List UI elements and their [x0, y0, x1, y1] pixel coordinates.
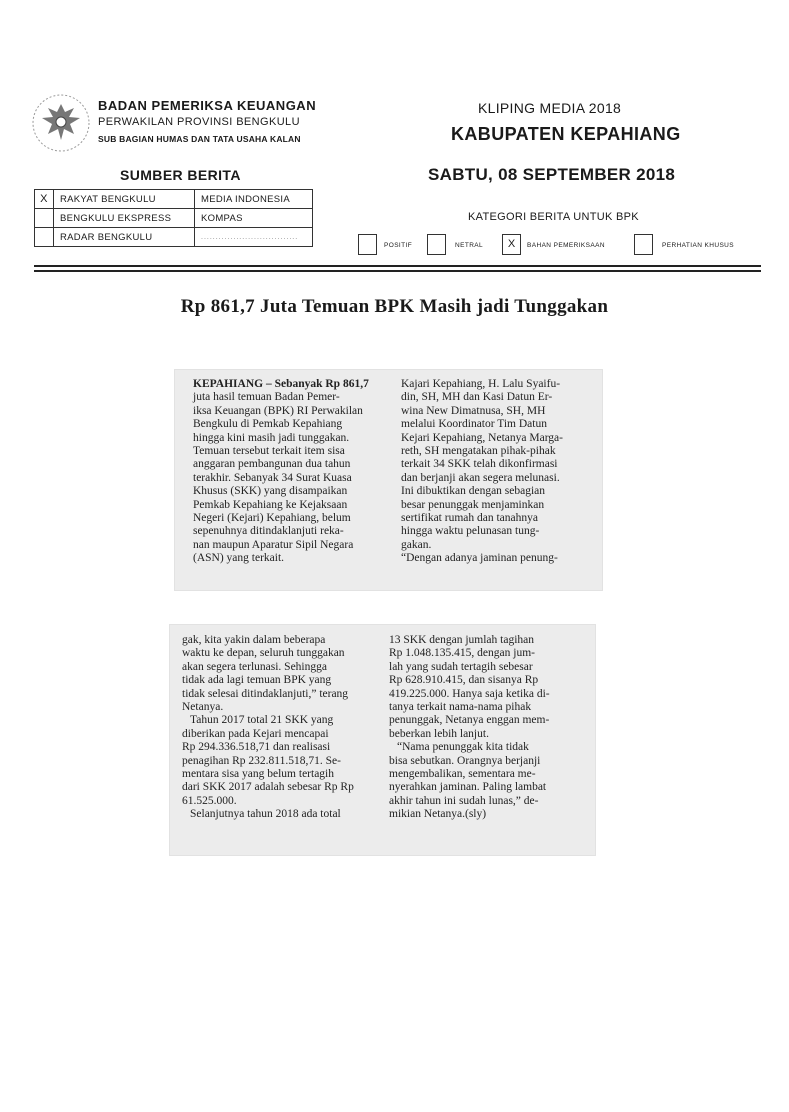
article-column	[389, 634, 589, 822]
article-column	[182, 634, 380, 822]
article-line: terakhir. Sebanyak 34 Surat Kuasa	[193, 471, 352, 484]
source-name: MEDIA INDONESIA	[195, 190, 313, 209]
kliping-title: KLIPING MEDIA 2018	[478, 100, 622, 116]
category-title: KATEGORI BERITA UNTUK BPK	[468, 211, 639, 223]
category-checkbox-positif[interactable]	[358, 234, 377, 255]
article-column	[401, 378, 597, 566]
garuda-emblem-icon	[30, 92, 92, 154]
article-line: reth, SH mengatakan pihak-pihak	[401, 445, 556, 458]
article-line: Negeri (Kejari) Kepahiang, belum	[193, 512, 351, 525]
article-line: penagihan Rp 232.811.518,71. Se-	[182, 754, 341, 767]
category-checkbox-bahan-pemeriksaan[interactable]: X	[502, 234, 521, 255]
article-line: tidak selesai ditindaklanjuti,” terang	[182, 687, 349, 700]
article-line: Pemkab Kepahiang ke Kejaksaan	[193, 498, 348, 511]
article-line: Ini dibuktikan dengan sebagian	[401, 485, 546, 498]
article-line: tanya terkait nama-nama pihak	[389, 701, 532, 714]
article-line: Netanya.	[182, 701, 224, 714]
article-line: Rp 628.910.415, dan sisanya Rp	[389, 674, 539, 687]
article-line: mengembalikan, sementara me-	[389, 768, 536, 781]
divider	[34, 270, 761, 272]
org-name: BADAN PEMERIKSA KEUANGAN	[98, 98, 317, 113]
article-line: Rp 294.336.518,71 dan realisasi	[182, 741, 331, 754]
article-line: melalui Koordinator Tim Datun	[401, 418, 547, 431]
article-line: mikian Netanya.(sly)	[389, 808, 487, 821]
source-checkbox[interactable]	[35, 209, 54, 228]
article-line: wina New Dimatnusa, SH, MH	[401, 404, 546, 417]
article-line: sepenuhnya ditindaklanjuti reka-	[193, 525, 344, 538]
article-line: 61.525.000.	[182, 794, 237, 807]
article-line: 419.225.000. Hanya saja ketika di-	[389, 687, 550, 700]
source-name: RAKYAT BENGKULU	[54, 190, 195, 209]
source-row	[35, 209, 313, 228]
article-line: dari SKK 2017 adalah sebesar Rp Rp	[182, 781, 354, 794]
article-line: “Dengan adanya jaminan penung-	[401, 552, 558, 565]
article-line: nyerahkan jaminan. Paling lambat	[389, 781, 547, 794]
date-title: SABTU, 08 SEPTEMBER 2018	[428, 165, 676, 184]
category-label: PERHATIAN KHUSUS	[662, 242, 735, 249]
article-line: Tahun 2017 total 21 SKK yang	[190, 714, 334, 727]
article-line: juta hasil temuan Badan Pemer-	[193, 391, 340, 404]
kabupaten-title: KABUPATEN KEPAHIANG	[451, 124, 681, 144]
article-line: Kajari Kepahiang, H. Lalu Syaifu-	[401, 378, 561, 390]
source-name: RADAR BENGKULU	[54, 228, 195, 247]
article-line: waktu ke depan, seluruh tunggakan	[182, 647, 345, 660]
article-line: din, SH, MH dan Kasi Datun Er-	[401, 391, 553, 404]
source-checkbox[interactable]: X	[35, 190, 54, 209]
source-checkbox[interactable]	[35, 228, 54, 247]
article-line: bisa sebutkan. Orangnya berjanji	[389, 754, 541, 767]
article-line: Rp 1.048.135.415, dengan jum-	[389, 647, 535, 660]
article-line: “Nama penunggak kita tidak	[397, 741, 529, 754]
divider	[34, 265, 761, 267]
article-line: KEPAHIANG – Sebanyak Rp 861,7	[193, 378, 369, 390]
source-name: .................................	[195, 228, 313, 247]
category-checkbox-perhatian-khusus[interactable]	[634, 234, 653, 255]
article-line: Khusus (SKK) yang disampaikan	[193, 485, 348, 498]
org-branch: PERWAKILAN PROVINSI BENGKULU	[98, 116, 300, 128]
article-line: besar penunggak menjaminkan	[401, 498, 545, 511]
article-line: gakan.	[401, 538, 432, 551]
article-line: nan maupun Aparatur Sipil Negara	[193, 538, 354, 551]
article-line: anggaran pembangunan dua tahun	[193, 458, 351, 471]
article-line: hingga waktu pelunasan tung-	[401, 525, 540, 538]
source-table	[34, 189, 313, 247]
article-column	[193, 378, 391, 566]
article-line: Selanjutnya tahun 2018 ada total	[190, 808, 341, 821]
article-line: tidak ada lagi temuan BPK yang	[182, 674, 332, 687]
category-label: NETRAL	[455, 242, 484, 249]
article-line: mentara sisa yang belum tertagih	[182, 768, 335, 781]
article-line: penunggak, Netanya enggan mem-	[389, 714, 550, 727]
article-line: sertifikat rumah dan tanahnya	[401, 512, 538, 525]
article-headline: Rp 861,7 Juta Temuan BPK Masih jadi Tunggakan	[180, 296, 609, 317]
article-line: Temuan tersebut terkait item sisa	[193, 445, 345, 458]
article-line: Bengkulu di Pemkab Kepahiang	[193, 418, 343, 431]
article-line: dan berjanji akan segera melunasi.	[401, 471, 560, 484]
source-name: BENGKULU EKSPRESS	[54, 209, 195, 228]
article-line: Kejari Kepahiang, Netanya Marga-	[401, 431, 563, 444]
article-line: beberkan lebih lanjut.	[389, 727, 489, 740]
article-line: lah yang sudah tertagih sebesar	[389, 660, 533, 673]
article-line: diberikan pada Kejari mencapai	[182, 727, 329, 740]
category-checkbox-netral[interactable]	[427, 234, 446, 255]
sumber-berita-title: SUMBER BERITA	[120, 167, 241, 183]
article-line: 13 SKK dengan jumlah tagihan	[389, 634, 535, 646]
article-line: hingga kini masih jadi tunggakan.	[193, 431, 350, 444]
category-label: POSITIF	[384, 242, 413, 249]
article-line: akhir tahun ini sudah lunas,” de-	[389, 794, 539, 807]
source-row	[35, 190, 313, 209]
category-label: BAHAN PEMERIKSAAN	[527, 242, 605, 249]
article-line: (ASN) yang terkait.	[193, 552, 285, 565]
org-subdivision: SUB BAGIAN HUMAS DAN TATA USAHA KALAN	[98, 134, 301, 144]
source-name: KOMPAS	[195, 209, 313, 228]
article-line: terkait 34 SKK telah dikonfirmasi	[401, 458, 558, 471]
source-row	[35, 228, 313, 247]
article-line: akan segera terlunasi. Sehingga	[182, 660, 327, 673]
article-line: iksa Keuangan (BPK) RI Perwakilan	[193, 404, 363, 417]
article-line: gak, kita yakin dalam beberapa	[182, 634, 326, 646]
